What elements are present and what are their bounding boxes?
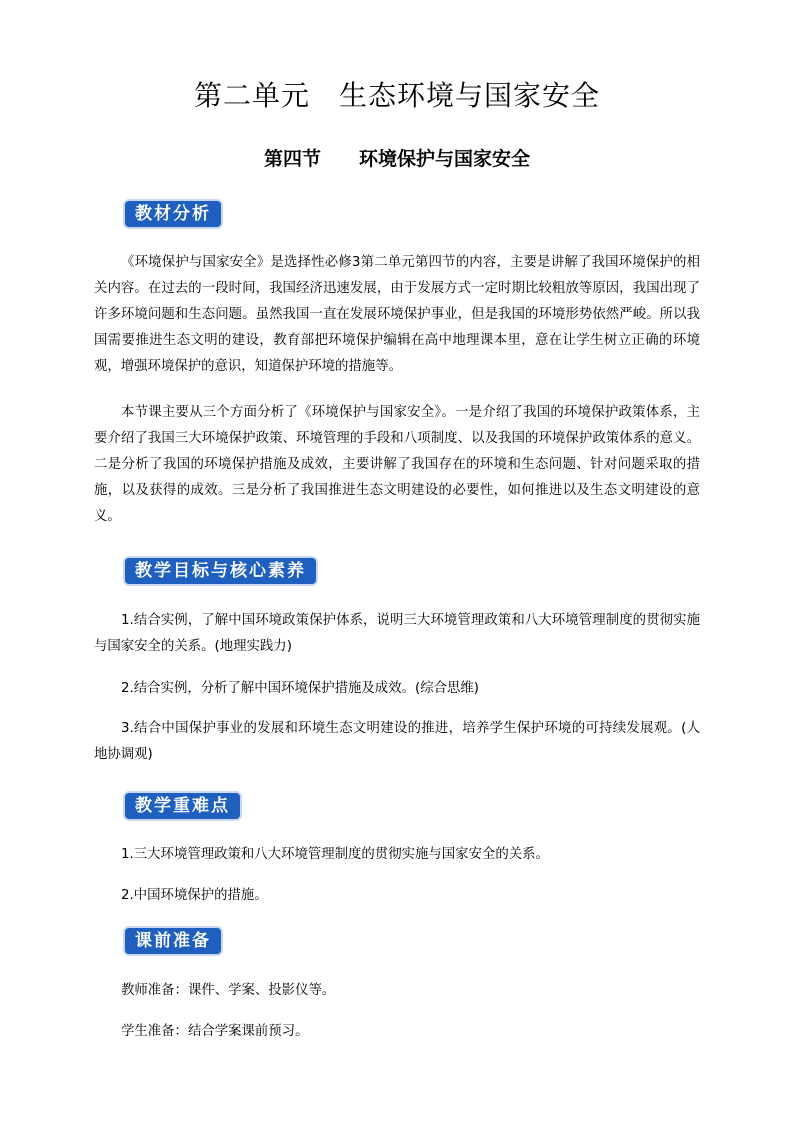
objective-item-1: 1.结合实例，了解中国环境政策保护体系，说明三大环境管理政策和八大环境管理制度的贯彻实施与国家安全的关系。(地理实践力) — [94, 613, 700, 654]
analysis-paragraph-2: 本节课主要从三个方面分析了《环境保护与国家安全》。一是介绍了我国的环境保护政策体系，主要介绍了我国三大环境保护政策、环境管理的手段和八项制度、以及我国的环境保护政策体系的意义。二是分析了我国的环境保护措施及成效，主要讲解了我国存在的环境和生态问题、针对问题采取的措施，以及获得的成效。三是分析了我国推进生态文明建设的必要性，如何推进以及生态文明建设的意义。 — [94, 405, 700, 524]
key-points-badge: 教学重难点 — [125, 793, 240, 819]
objectives-badge: 教学目标与核心素养 — [125, 558, 316, 584]
key-point-item-1: 1.三大环境管理政策和八大环境管理制度的贯彻实施与国家安全的关系。 — [121, 847, 549, 862]
objective-item-2: 2.结合实例，分析了解中国环境保护措施及成效。(综合思维) — [121, 681, 479, 696]
preparation-badge: 课前准备 — [125, 928, 221, 954]
teacher-preparation: 教师准备：课件、学案、投影仪等。 — [121, 983, 336, 998]
objective-item-3: 3.结合中国保护事业的发展和环境生态文明建设的推进，培养学生保护环境的可持续发展观。(人地协调观) — [94, 721, 700, 762]
section-title: 第四节 环境保护与国家安全 — [263, 148, 530, 170]
analysis-paragraph-1: 《环境保护与国家安全》是选择性必修3第二单元第四节的内容，主要是讲解了我国环境保护的相关内容。在过去的一段时间，我国经济迅速发展，由于发展方式一定时期比较粗放等原因，我国出现了许多环境问题和生态问题。虽然我国一直在发展环境保护事业，但是我国的环境形势依然严峻。所以我国需要推进生态文明的建设，教育部把环境保护编辑在高中地理课本里，意在让学生树立正确的环境观，增强环境保护的意识，知道保护环境的措施等。 — [94, 255, 700, 374]
textbook-analysis-badge: 教材分析 — [125, 201, 221, 227]
student-preparation: 学生准备：结合学案课前预习。 — [121, 1024, 309, 1039]
key-point-item-2: 2.中国环境保护的措施。 — [121, 888, 268, 903]
unit-title: 第二单元 生态环境与国家安全 — [193, 79, 600, 112]
